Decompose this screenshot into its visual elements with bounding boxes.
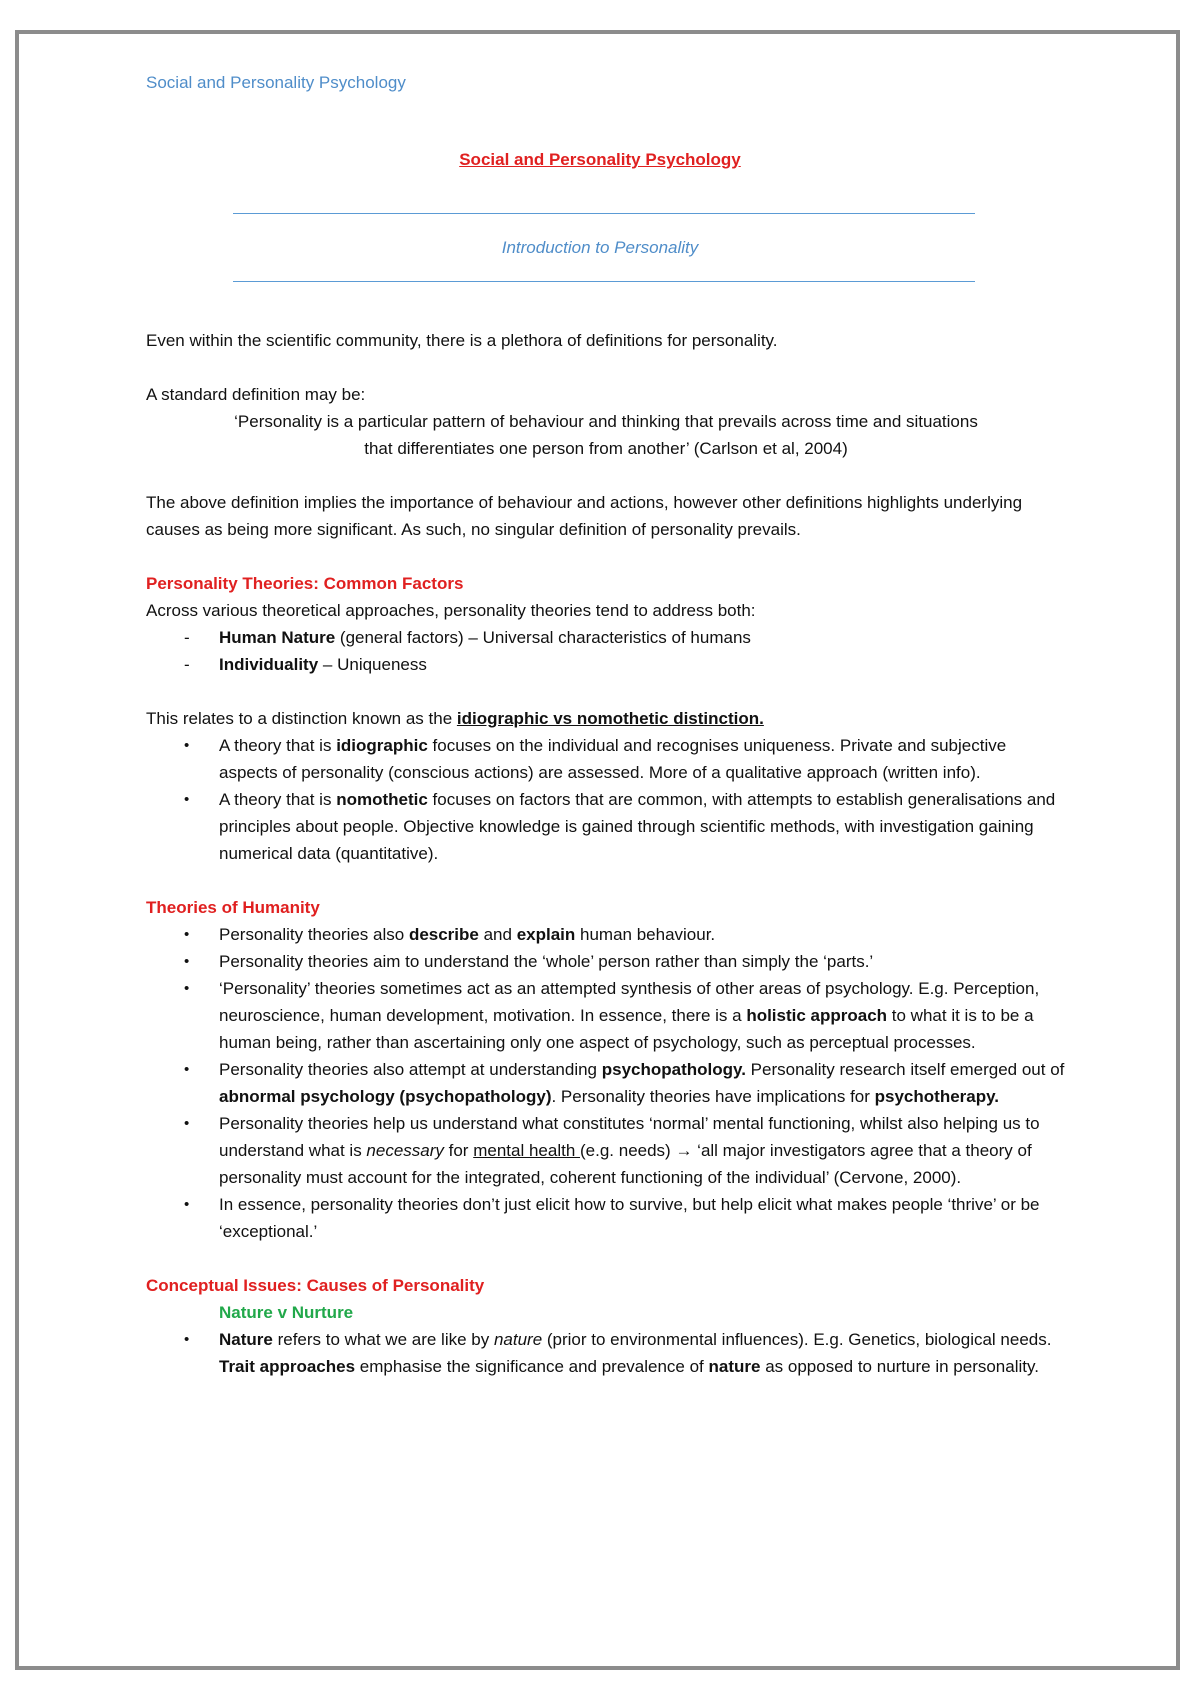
bullet-marker: •	[184, 1196, 190, 1213]
term-individuality: Individuality	[219, 655, 319, 674]
dash-marker: -	[184, 628, 190, 647]
bullet-marker: •	[184, 737, 190, 754]
list-item	[146, 1056, 1066, 1110]
bullet-marker: •	[184, 1061, 190, 1078]
item-text: A theory that is	[219, 736, 337, 755]
document-body	[146, 327, 1066, 1380]
item-text: refers to what we are like by	[272, 1330, 494, 1349]
item-text: – Uniqueness	[318, 655, 427, 674]
list-item	[146, 1326, 1066, 1380]
term-nature-italic: nature	[493, 1330, 543, 1349]
item-text: to what it is to be a human being, rather than ascertaining only one aspect of psychology, such as perceptual processes.	[219, 1006, 1034, 1052]
dash-marker: -	[184, 655, 190, 674]
item-text: and	[478, 925, 517, 944]
common-factors-list	[146, 624, 1066, 678]
item-text: Personality theories also attempt at understanding	[219, 1060, 602, 1079]
humanity-list	[146, 921, 1066, 1245]
distinction-list	[146, 732, 1066, 867]
bullet-marker: •	[184, 953, 190, 970]
term-idiographic: idiographic	[336, 736, 428, 755]
term-trait-approaches: Trait approaches	[219, 1357, 356, 1376]
item-text: Personality theories help us understand what constitutes ‘normal’ mental functioning, whilst also helping us to understand what is	[219, 1114, 1040, 1160]
term-human-nature: Human Nature	[219, 628, 336, 647]
bullet-marker: •	[184, 980, 190, 997]
item-text: (prior to environmental influences). E.g. Genetics, biological needs.	[542, 1330, 1052, 1349]
common-factors-lead: Across various theoretical approaches, personality theories tend to address both:	[146, 601, 756, 620]
item-text: In essence, personality theories don’t just elicit how to survive, but help elicit what makes people ‘thrive’ or be ‘exceptional.’	[219, 1195, 1040, 1241]
item-text: ‘Personality’ theories sometimes act as an attempted synthesis of other areas of psychology. E.g. Perception, neuroscience, human development, motivation. In essence, there is a	[219, 979, 1040, 1025]
item-text: for	[443, 1141, 474, 1160]
list-item	[146, 975, 1066, 1056]
document-subtitle: Introduction to Personality	[501, 238, 699, 257]
intro-paragraph-1: Even within the scientific community, there is a plethora of definitions for personality.	[146, 331, 778, 350]
distinction-paragraph	[146, 705, 1066, 732]
item-text: ‘all major investigators agree that a theory of personality must account for the integrated, coherent functioning of the individual’ (Cervone, 2000).	[219, 1141, 1032, 1187]
section-heading-causes: Conceptual Issues: Causes of Personality	[146, 1276, 485, 1295]
item-text: A theory that is	[219, 790, 337, 809]
term-necessary: necessary	[366, 1141, 444, 1160]
bullet-marker: •	[184, 1115, 190, 1132]
running-header: Social and Personality Psychology	[146, 73, 406, 92]
term-psychopathology: psychopathology.	[601, 1060, 746, 1079]
list-item	[146, 624, 1066, 651]
list-item	[146, 948, 1066, 975]
title-divider-top	[233, 213, 975, 214]
intro-paragraph-2: A standard definition may be:	[146, 385, 366, 404]
definition-quote-line-1: ‘Personality is a particular pattern of behaviour and thinking that prevails across time and situations	[234, 412, 978, 431]
item-text: Personality theories also	[219, 925, 409, 944]
item-text: focuses on factors that are common, with attempts to establish generalisations and principles about people. Objective knowledge is gained through scientific methods, with investigation gaining numerical data (quantitative).	[219, 790, 1056, 863]
item-text: . Personality theories have implications for	[551, 1087, 875, 1106]
list-item	[146, 786, 1066, 867]
term-describe: describe	[408, 925, 479, 944]
title-divider-bottom	[233, 281, 975, 282]
item-text: emphasise the significance and prevalence of	[355, 1357, 709, 1376]
item-text: as opposed to nurture in personality.	[760, 1357, 1039, 1376]
term-nature: nature	[708, 1357, 761, 1376]
distinction-lead: This relates to a distinction known as the	[146, 709, 457, 728]
list-item	[146, 921, 1066, 948]
definition-quote-line-2: that differentiates one person from another’ (Carlson et al, 2004)	[364, 439, 848, 458]
list-item	[146, 1110, 1066, 1191]
section-heading-common-factors: Personality Theories: Common Factors	[146, 574, 464, 593]
term-abnormal-psychology: abnormal psychology (psychopathology)	[219, 1087, 552, 1106]
bullet-marker: •	[184, 1331, 190, 1348]
section-heading-humanity: Theories of Humanity	[146, 898, 320, 917]
term-mental-health: mental health	[473, 1141, 580, 1160]
distinction-term: idiographic vs nomothetic distinction.	[456, 709, 764, 728]
intro-paragraph-3: The above definition implies the importance of behaviour and actions, however other definitions highlights underlying causes as being more significant. As such, no singular definition of personality prevails.	[146, 493, 1023, 539]
item-text: focuses on the individual and recognises uniqueness. Private and subjective aspects of personality (conscious actions) are assessed. More of a qualitative approach (written info).	[219, 736, 1007, 782]
item-text: human behaviour.	[575, 925, 716, 944]
item-text: Personality research itself emerged out of	[745, 1060, 1065, 1079]
list-item	[146, 732, 1066, 786]
bullet-marker: •	[184, 791, 190, 808]
term-holistic-approach: holistic approach	[746, 1006, 888, 1025]
item-text: Personality theories aim to understand the ‘whole’ person rather than simply the ‘parts.’	[219, 952, 874, 971]
term-nomothetic: nomothetic	[336, 790, 428, 809]
item-text: (e.g. needs)	[580, 1141, 676, 1160]
bullet-marker: •	[184, 926, 190, 943]
list-item	[146, 651, 1066, 678]
item-text: (general factors) – Universal characteristics of humans	[335, 628, 751, 647]
arrow-right-icon: →	[675, 1141, 693, 1160]
nature-list	[146, 1326, 1066, 1380]
term-nature: Nature	[219, 1330, 273, 1349]
term-explain: explain	[516, 925, 576, 944]
subheading-nature-nurture: Nature v Nurture	[219, 1303, 354, 1322]
list-item	[146, 1191, 1066, 1245]
document-title: Social and Personality Psychology	[459, 150, 741, 169]
term-psychotherapy: psychotherapy.	[874, 1087, 1000, 1106]
